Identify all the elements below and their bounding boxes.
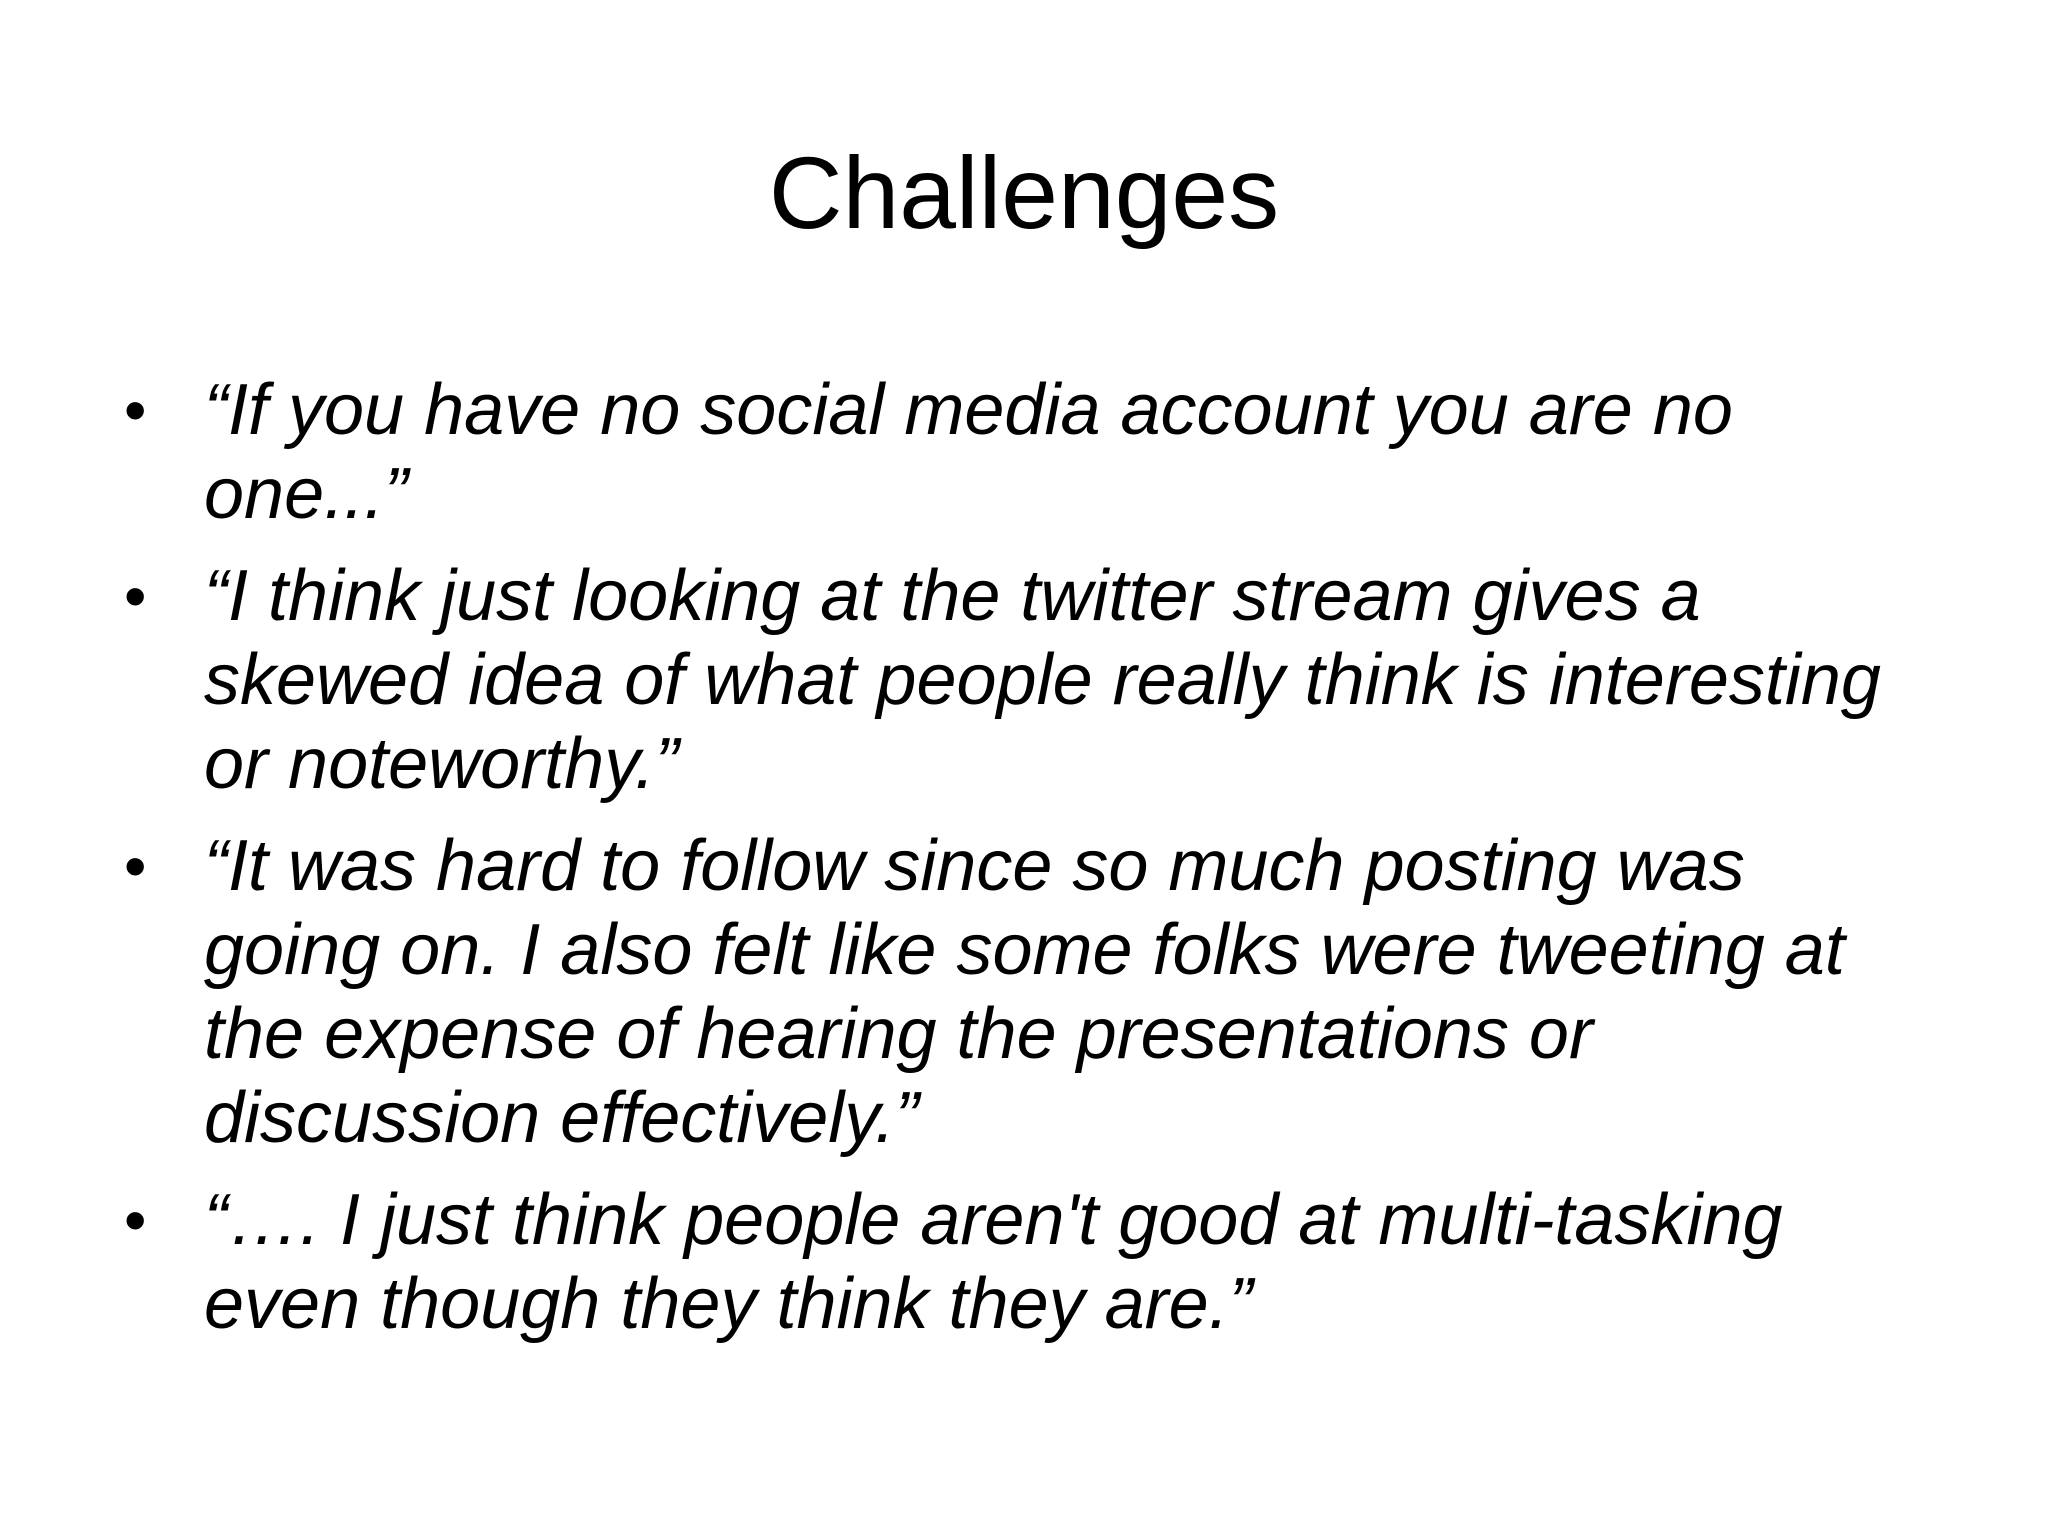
bullet-item: [124, 824, 1934, 1160]
bullet-text: “It was hard to follow since so much posting was going on. I also felt like some folks were tweeting at the expense of hearing the presentations or discussion effectively.”: [204, 826, 1845, 1158]
bullet-icon: •: [124, 830, 147, 902]
bullet-text: “If you have no social media account you are no one...”: [204, 370, 1733, 534]
slide-title: Challenges: [768, 136, 1280, 250]
bullet-list: [124, 368, 1934, 1364]
bullet-text: “I think just looking at the twitter stream gives a skewed idea of what people really think is interesting or noteworthy.”: [204, 556, 1881, 804]
bullet-icon: •: [124, 374, 147, 446]
bullet-text: “…. I just think people aren't good at multi-tasking even though they think they are.”: [204, 1180, 1783, 1344]
bullet-icon: •: [124, 1184, 147, 1256]
bullet-icon: •: [124, 560, 147, 632]
bullet-item: [124, 368, 1934, 536]
bullet-item: [124, 1178, 1934, 1346]
bullet-item: [124, 554, 1934, 806]
